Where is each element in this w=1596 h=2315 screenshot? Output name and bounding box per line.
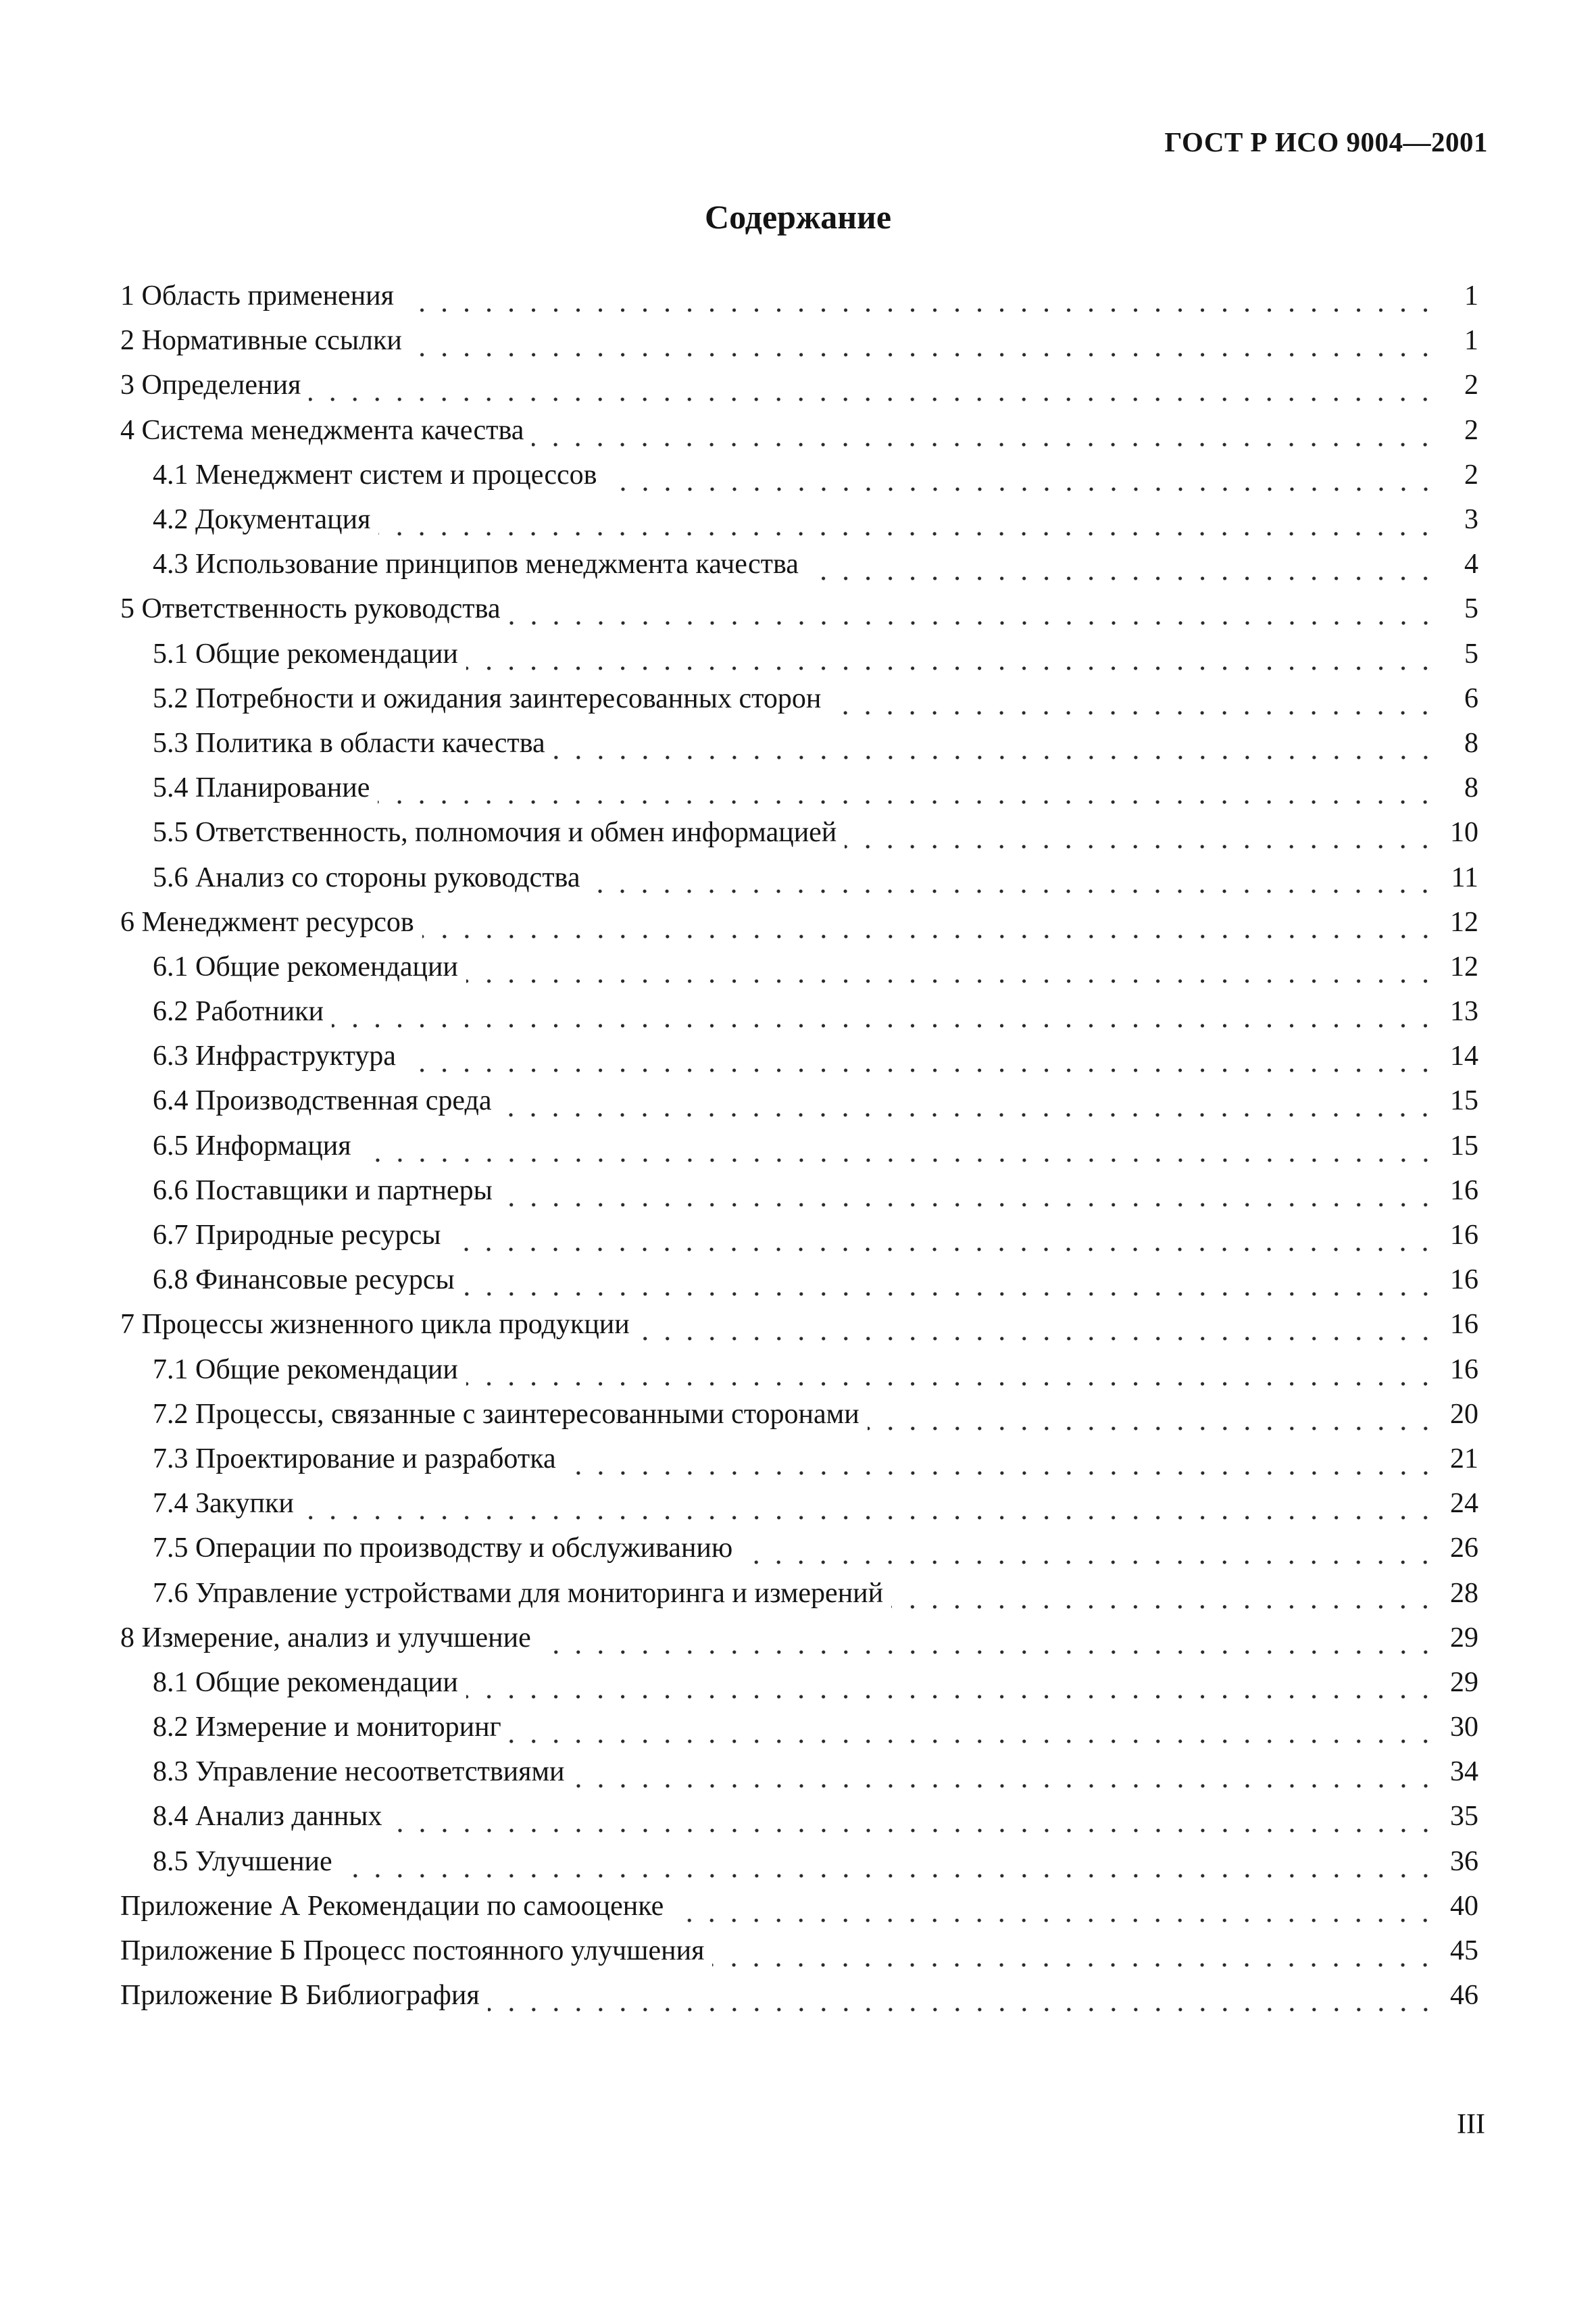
toc-entry-page-number: 16 [1450, 1309, 1478, 1341]
toc-entry[interactable] [120, 542, 1478, 587]
toc-entry[interactable] [120, 497, 1478, 542]
toc-entry[interactable] [120, 274, 1478, 318]
toc-entry-page-number: 2 [1464, 459, 1478, 491]
dot-leader [509, 1705, 1437, 1749]
toc-entry-page-number: 46 [1450, 1980, 1478, 2012]
toc-entry-label: 5.4 Планирование [153, 772, 370, 804]
toc-entry[interactable] [120, 1347, 1478, 1392]
toc-entry-page-number: 10 [1450, 817, 1478, 849]
dot-leader [402, 274, 1437, 318]
toc-entry[interactable] [120, 810, 1478, 855]
toc-entry-page-number: 13 [1450, 996, 1478, 1028]
toc-entry[interactable] [120, 766, 1478, 810]
toc-entry[interactable] [120, 676, 1478, 721]
toc-entry-label: 1 Область применения [120, 280, 394, 312]
toc-entry-label: 6.4 Производственная среда [153, 1085, 492, 1117]
dot-leader [488, 1973, 1437, 2018]
toc-entry-page-number: 29 [1450, 1666, 1478, 1698]
toc-entry-page-number: 16 [1450, 1174, 1478, 1206]
dot-leader [332, 989, 1437, 1034]
toc-entry-label: 6.5 Информация [153, 1130, 351, 1162]
toc-entry[interactable] [120, 1078, 1478, 1123]
toc-entry-label: 8.4 Анализ данных [153, 1801, 382, 1833]
dot-leader [588, 855, 1437, 899]
toc-entry-label: 5 Ответственность руководства [120, 593, 501, 625]
toc-entry-label: 6.1 Общие рекомендации [153, 951, 458, 982]
dot-leader [712, 1928, 1437, 1973]
dot-leader [845, 810, 1437, 855]
toc-entry-label: 4.3 Использование принципов менеджмента качества [153, 549, 799, 580]
dot-leader [378, 497, 1437, 542]
toc-entry[interactable] [120, 587, 1478, 631]
toc-entry[interactable] [120, 1526, 1478, 1570]
dot-leader [605, 453, 1437, 497]
toc-entry[interactable] [120, 408, 1478, 453]
toc-entry-page-number: 15 [1450, 1130, 1478, 1162]
toc-entry[interactable] [120, 1034, 1478, 1078]
toc-entry-page-number: 6 [1464, 682, 1478, 714]
dot-leader [829, 676, 1437, 721]
toc-entry-label: Приложение Б Процесс постоянного улучшения [120, 1935, 705, 1967]
toc-entry-page-number: 16 [1450, 1220, 1478, 1251]
dot-leader [564, 1437, 1437, 1481]
toc-entry-page-number: 11 [1451, 862, 1478, 893]
toc-entry[interactable] [120, 989, 1478, 1034]
toc-entry-label: 7.6 Управление устройствами для мониторинга и измерений [153, 1577, 884, 1609]
toc-entry-label: 8.2 Измерение и мониторинг [153, 1712, 501, 1743]
toc-entry[interactable] [120, 1794, 1478, 1839]
toc-entry-label: 7.5 Операции по производству и обслуживанию [153, 1533, 733, 1564]
toc-entry-label: 5.6 Анализ со стороны руководства [153, 862, 580, 893]
table-of-contents [120, 274, 1478, 2018]
toc-entry-label: 5.3 Политика в области качества [153, 727, 545, 759]
dot-leader [302, 1481, 1437, 1526]
toc-entry-page-number: 3 [1464, 504, 1478, 536]
toc-entry-label: 5.1 Общие рекомендации [153, 638, 458, 670]
toc-entry-page-number: 1 [1464, 280, 1478, 312]
toc-entry-label: 4.1 Менеджмент систем и процессов [153, 459, 597, 491]
toc-entry-label: 5.2 Потребности и ожидания заинтересованных сторон [153, 682, 822, 714]
toc-entry-page-number: 16 [1450, 1264, 1478, 1296]
toc-entry-label: Приложение А Рекомендации по самооценке [120, 1890, 664, 1922]
toc-entry-label: Приложение В Библиография [120, 1980, 480, 2012]
dot-leader [553, 721, 1437, 766]
toc-entry[interactable] [120, 1570, 1478, 1615]
toc-entry[interactable] [120, 632, 1478, 676]
toc-entry-page-number: 26 [1450, 1533, 1478, 1564]
toc-entry-page-number: 29 [1450, 1622, 1478, 1653]
dot-leader [868, 1392, 1437, 1437]
dot-leader [539, 1616, 1437, 1660]
dot-leader [378, 766, 1437, 810]
dot-leader [410, 318, 1437, 363]
dot-leader [891, 1570, 1437, 1615]
toc-entry-label: 7.2 Процессы, связанные с заинтересованными сторонами [153, 1398, 859, 1430]
toc-entry-label: 5.5 Ответственность, полномочия и обмен информацией [153, 817, 837, 849]
dot-leader [466, 1660, 1437, 1705]
dot-leader [466, 1347, 1437, 1392]
toc-entry[interactable] [120, 1213, 1478, 1258]
toc-entry-page-number: 20 [1450, 1398, 1478, 1430]
toc-entry-label: 6.7 Природные ресурсы [153, 1220, 441, 1251]
dot-leader [501, 1168, 1437, 1213]
toc-entry-label: 7.1 Общие рекомендации [153, 1353, 458, 1385]
toc-entry-page-number: 15 [1450, 1085, 1478, 1117]
dot-leader [359, 1124, 1437, 1168]
toc-entry-page-number: 8 [1464, 772, 1478, 804]
toc-entry[interactable] [120, 1705, 1478, 1749]
toc-entry-label: 4.2 Документация [153, 504, 371, 536]
toc-entry-label: 7.4 Закупки [153, 1488, 294, 1520]
dot-leader [499, 1078, 1437, 1123]
toc-entry-label: 6.3 Инфраструктура [153, 1041, 396, 1072]
toc-entry-label: 8.5 Улучшение [153, 1845, 332, 1877]
toc-entry-page-number: 35 [1450, 1801, 1478, 1833]
toc-entry-label: 6.2 Работники [153, 996, 324, 1028]
dot-leader [309, 363, 1437, 407]
dot-leader [741, 1526, 1437, 1570]
toc-entry-page-number: 45 [1450, 1935, 1478, 1967]
toc-entry-page-number: 36 [1450, 1845, 1478, 1877]
dot-leader [422, 900, 1437, 945]
toc-entry[interactable] [120, 318, 1478, 363]
toc-entry[interactable] [120, 1973, 1478, 2018]
toc-entry-label: 3 Определения [120, 370, 301, 401]
dot-leader [672, 1884, 1437, 1928]
toc-entry-page-number: 21 [1450, 1443, 1478, 1474]
dot-leader [449, 1213, 1437, 1258]
toc-entry-label: 8.1 Общие рекомендации [153, 1666, 458, 1698]
toc-entry-page-number: 5 [1464, 638, 1478, 670]
toc-entry-page-number: 4 [1464, 549, 1478, 580]
toc-entry-page-number: 1 [1464, 325, 1478, 357]
toc-entry[interactable] [120, 1168, 1478, 1213]
toc-entry-label: 2 Нормативные ссылки [120, 325, 402, 357]
dot-leader [466, 945, 1437, 989]
toc-entry[interactable] [120, 453, 1478, 497]
toc-entry-page-number: 8 [1464, 727, 1478, 759]
toc-entry-page-number: 12 [1450, 951, 1478, 982]
toc-entry-label: 4 Система менеджмента качества [120, 414, 524, 446]
toc-entry[interactable] [120, 900, 1478, 945]
toc-entry[interactable] [120, 1749, 1478, 1794]
toc-entry-label: 8 Измерение, анализ и улучшение [120, 1622, 531, 1653]
toc-entry-label: 6 Менеджмент ресурсов [120, 906, 414, 938]
toc-entry-label: 7.3 Проектирование и разработка [153, 1443, 556, 1474]
dot-leader [807, 542, 1437, 587]
toc-entry[interactable] [120, 1660, 1478, 1705]
toc-entry[interactable] [120, 1481, 1478, 1526]
document-code: ГОСТ Р ИСО 9004—2001 [1164, 126, 1488, 157]
toc-entry-label: 7 Процессы жизненного цикла продукции [120, 1309, 630, 1341]
page-folio: III [1457, 2109, 1485, 2140]
toc-entry-page-number: 5 [1464, 593, 1478, 625]
toc-entry[interactable] [120, 1124, 1478, 1168]
toc-entry-page-number: 2 [1464, 370, 1478, 401]
toc-entry[interactable] [120, 945, 1478, 989]
toc-entry[interactable] [120, 363, 1478, 407]
page-title: Содержание [704, 198, 892, 236]
toc-entry[interactable] [120, 1437, 1478, 1481]
toc-entry-page-number: 24 [1450, 1488, 1478, 1520]
toc-entry-label: 6.8 Финансовые ресурсы [153, 1264, 455, 1296]
dot-leader [532, 408, 1437, 453]
dot-leader [463, 1258, 1437, 1302]
toc-entry[interactable] [120, 855, 1478, 899]
toc-entry-page-number: 16 [1450, 1353, 1478, 1385]
toc-entry-page-number: 14 [1450, 1041, 1478, 1072]
dot-leader [509, 587, 1437, 631]
dot-leader [391, 1794, 1437, 1839]
toc-entry[interactable] [120, 1839, 1478, 1884]
dot-leader [638, 1302, 1437, 1347]
dot-leader [573, 1749, 1437, 1794]
toc-entry[interactable] [120, 1928, 1478, 1973]
toc-entry-page-number: 30 [1450, 1712, 1478, 1743]
toc-entry[interactable] [120, 1616, 1478, 1660]
toc-entry[interactable] [120, 1258, 1478, 1302]
toc-entry[interactable] [120, 1884, 1478, 1928]
toc-entry-page-number: 12 [1450, 906, 1478, 938]
dot-leader [404, 1034, 1437, 1078]
toc-entry-page-number: 34 [1450, 1756, 1478, 1788]
toc-entry-page-number: 28 [1450, 1577, 1478, 1609]
toc-entry-label: 6.6 Поставщики и партнеры [153, 1174, 493, 1206]
dot-leader [341, 1839, 1437, 1884]
toc-entry-page-number: 2 [1464, 414, 1478, 446]
toc-entry[interactable] [120, 1392, 1478, 1437]
toc-entry-page-number: 40 [1450, 1890, 1478, 1922]
toc-entry-label: 8.3 Управление несоответствиями [153, 1756, 565, 1788]
toc-entry[interactable] [120, 721, 1478, 766]
toc-entry[interactable] [120, 1302, 1478, 1347]
dot-leader [466, 632, 1437, 676]
